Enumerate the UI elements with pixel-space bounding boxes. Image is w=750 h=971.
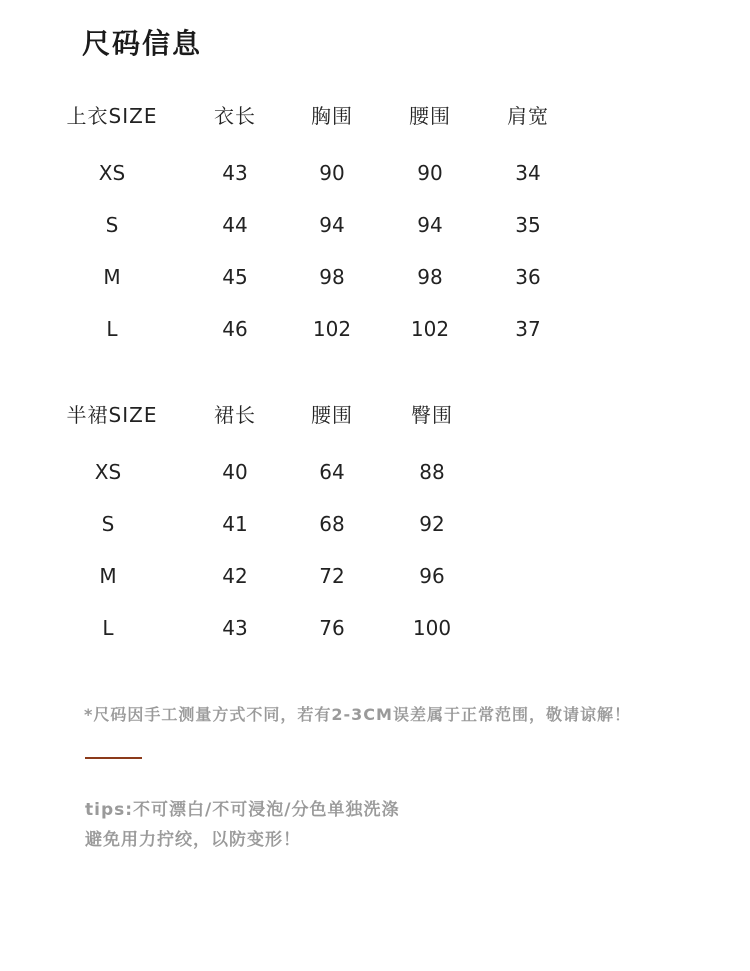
skirt-header-hip: 臀围: [411, 403, 453, 427]
page-title: 尺码信息: [82, 27, 203, 60]
top-cell-waist: 94: [417, 213, 443, 237]
table-row: [0, 158, 750, 188]
skirt-cell-waist: 68: [319, 512, 345, 536]
skirt-cell-length: 40: [222, 460, 248, 484]
table-row: [0, 509, 750, 539]
top-cell-size: M: [103, 265, 121, 289]
top-cell-waist: 90: [417, 161, 443, 185]
skirt-cell-waist: 72: [319, 564, 345, 588]
skirt-cell-length: 43: [222, 616, 248, 640]
top-cell-chest: 90: [319, 161, 345, 185]
skirt-cell-waist: 64: [319, 460, 345, 484]
skirt-cell-hip: 88: [419, 460, 445, 484]
top-cell-shoulder: 36: [515, 265, 541, 289]
table-row: [0, 457, 750, 487]
top-cell-length: 44: [222, 213, 248, 237]
top-cell-chest: 98: [319, 265, 345, 289]
table-row: [0, 210, 750, 240]
top-header-chest: 胸围: [311, 104, 353, 128]
top-cell-chest: 102: [312, 317, 352, 341]
skirt-header-size: 半裙SIZE: [66, 403, 158, 427]
table-row: [0, 613, 750, 643]
top-cell-shoulder: 34: [515, 161, 541, 185]
divider: [85, 757, 142, 759]
top-cell-length: 43: [222, 161, 248, 185]
skirt-cell-hip: 96: [419, 564, 445, 588]
top-cell-waist: 102: [410, 317, 450, 341]
care-tips-line-1: tips:不可漂白/不可浸泡/分色单独洗涤: [85, 800, 400, 820]
top-cell-length: 45: [222, 265, 248, 289]
skirt-cell-size: L: [102, 616, 114, 640]
care-tips-line-2: 避免用力拧绞，以防变形！: [85, 830, 301, 850]
top-cell-size: L: [106, 317, 118, 341]
table-row: [0, 314, 750, 344]
top-cell-size: S: [105, 213, 119, 237]
top-header-length: 衣长: [214, 104, 256, 128]
skirt-cell-hip: 92: [419, 512, 445, 536]
skirt-table-header-row: [0, 400, 750, 430]
top-cell-waist: 98: [417, 265, 443, 289]
skirt-cell-hip: 100: [412, 616, 452, 640]
top-header-waist: 腰围: [409, 104, 451, 128]
top-cell-shoulder: 37: [515, 317, 541, 341]
skirt-cell-length: 42: [222, 564, 248, 588]
top-cell-chest: 94: [319, 213, 345, 237]
skirt-cell-waist: 76: [319, 616, 345, 640]
skirt-header-waist: 腰围: [311, 403, 353, 427]
top-cell-shoulder: 35: [515, 213, 541, 237]
top-cell-size: XS: [98, 161, 126, 185]
table-row: [0, 561, 750, 591]
skirt-cell-size: M: [99, 564, 117, 588]
skirt-header-length: 裙长: [214, 403, 256, 427]
measurement-note: *尺码因手工测量方式不同，若有2-3CM误差属于正常范围，敬请谅解！: [84, 705, 631, 724]
top-header-size: 上衣SIZE: [66, 104, 158, 128]
skirt-cell-size: S: [101, 512, 115, 536]
top-cell-length: 46: [222, 317, 248, 341]
skirt-cell-size: XS: [94, 460, 122, 484]
top-table-header-row: [0, 101, 750, 131]
skirt-cell-length: 41: [222, 512, 248, 536]
top-header-shoulder: 肩宽: [507, 104, 549, 128]
table-row: [0, 262, 750, 292]
